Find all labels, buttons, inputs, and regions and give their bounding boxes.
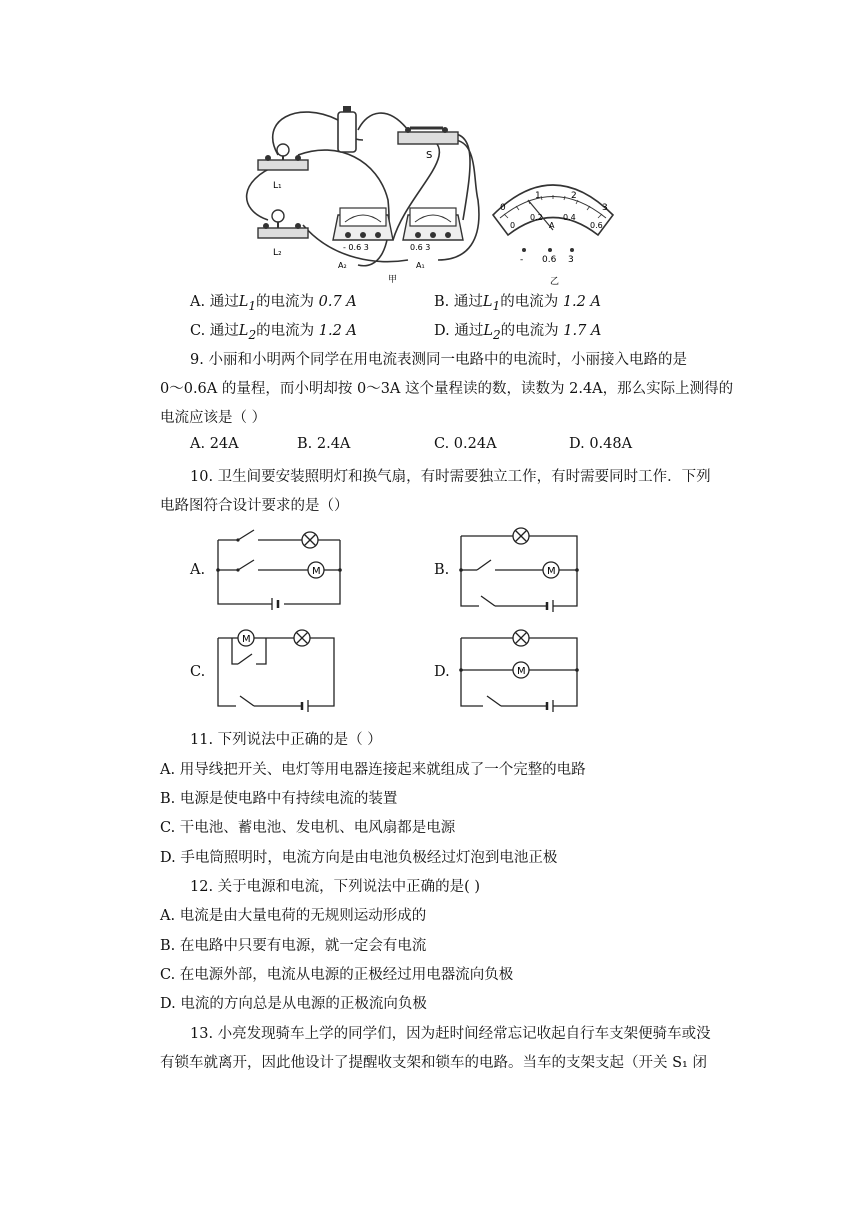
circuit-figure xyxy=(238,100,638,290)
q13-line-1: 13. 小亮发现骑车上学的同学们，因为赶时间经常忘记收起自行车支架便骑车或没 xyxy=(190,1026,711,1042)
q8-option-d: D. 通过$L_2$的电流为 1.7 A xyxy=(434,323,602,342)
q12-option-b: B. 在电路中只要有电源，就一定会有电流 xyxy=(160,938,427,954)
q8-option-c: C. 通过$L_2$的电流为 1.2 A xyxy=(190,323,357,342)
svg-text:A₁: A₁ xyxy=(416,261,425,270)
q10-line-1: 10. 卫生间要安装照明灯和换气扇，有时需要独立工作，有时需要同时工作．下列 xyxy=(190,469,711,485)
q8-option-a: A. 通过$L_1$的电流为 0.7 A xyxy=(190,294,357,313)
svg-text:M: M xyxy=(242,634,251,645)
svg-text:A: A xyxy=(549,221,555,230)
q9-line-2: 0～0.6A 的量程，而小明却按 0～3A 这个量程读的数，读数为 2.4A，那么实际上测得的 xyxy=(160,381,734,397)
svg-text:A₂: A₂ xyxy=(338,261,347,270)
battery-icon xyxy=(338,112,356,152)
q9-option-a: A. 24A xyxy=(190,436,239,452)
svg-text:L₂: L₂ xyxy=(273,248,282,258)
circuit-diagram-b xyxy=(455,522,583,612)
q9-option-d: D. 0.48A xyxy=(569,436,633,452)
lamp-l2-icon xyxy=(258,228,308,238)
q10-label-a: A. xyxy=(190,562,206,578)
svg-text:L₁: L₁ xyxy=(273,181,282,191)
svg-text:0.6: 0.6 xyxy=(542,255,557,265)
svg-text:- 0.6 3: - 0.6 3 xyxy=(343,243,369,252)
q10-label-b: B. xyxy=(434,562,450,578)
svg-text:0.6 3: 0.6 3 xyxy=(410,243,431,252)
ammeter-a1-icon xyxy=(403,208,463,270)
svg-text:0.2: 0.2 xyxy=(530,213,543,222)
svg-text:M: M xyxy=(312,566,321,577)
svg-text:0: 0 xyxy=(500,203,506,213)
circuit-diagram-c xyxy=(212,628,340,712)
svg-text:1: 1 xyxy=(535,191,541,201)
q11-option-b: B. 电源是使电路中有持续电流的装置 xyxy=(160,791,398,807)
q13-line-2: 有锁车就离开，因此他设计了提醒收支架和锁车的电路。当车的支架支起（开关 S₁ 闭 xyxy=(160,1055,707,1071)
svg-text:甲: 甲 xyxy=(388,275,398,285)
q9-option-b: B. 2.4A xyxy=(297,436,351,452)
svg-text:0: 0 xyxy=(510,221,516,230)
q8-option-b: B. 通过$L_1$的电流为 1.2 A xyxy=(434,294,601,313)
ammeter-a2-icon xyxy=(333,208,393,270)
svg-text:S: S xyxy=(426,150,433,161)
ammeter-dial-icon xyxy=(493,185,613,287)
svg-text:3: 3 xyxy=(568,255,574,265)
svg-text:2: 2 xyxy=(571,191,577,201)
q10-line-2: 电路图符合设计要求的是（） xyxy=(160,498,349,514)
q12-option-d: D. 电流的方向总是从电源的正极流向负极 xyxy=(160,996,427,1012)
q9-option-c: C. 0.24A xyxy=(434,436,497,452)
q11-option-a: A. 用导线把开关、电灯等用电器连接起来就组成了一个完整的电路 xyxy=(160,762,586,778)
circuit-diagram-a xyxy=(212,522,348,610)
svg-text:M: M xyxy=(547,566,556,577)
switch-icon xyxy=(398,132,458,144)
svg-text:-: - xyxy=(520,255,524,265)
circuit-diagram-d xyxy=(455,628,583,712)
q10-label-c: C. xyxy=(190,664,206,680)
q11-stem: 11. 下列说法中正确的是（ ） xyxy=(190,732,382,748)
q12-stem: 12. 关于电源和电流，下列说法中正确的是( ) xyxy=(190,879,481,895)
q11-option-d: D. 手电筒照明时，电流方向是由电池负极经过灯泡到电池正极 xyxy=(160,850,558,866)
q10-label-d: D. xyxy=(434,664,450,680)
q12-option-c: C. 在电源外部，电流从电源的正极经过用电器流向负极 xyxy=(160,967,514,983)
svg-text:3: 3 xyxy=(602,203,608,213)
svg-text:0.6: 0.6 xyxy=(590,221,603,230)
q9-line-3: 电流应该是（ ） xyxy=(160,410,267,426)
q11-option-c: C. 干电池、蓄电池、发电机、电风扇都是电源 xyxy=(160,820,456,836)
svg-text:乙: 乙 xyxy=(550,277,560,287)
q12-option-a: A. 电流是由大量电荷的无规则运动形成的 xyxy=(160,908,427,924)
q9-line-1: 9. 小丽和小明两个同学在用电流表测同一电路中的电流时，小丽接入电路的是 xyxy=(190,352,687,368)
lamp-l1-icon xyxy=(258,160,308,170)
svg-text:M: M xyxy=(517,666,526,677)
svg-text:0.4: 0.4 xyxy=(563,213,576,222)
